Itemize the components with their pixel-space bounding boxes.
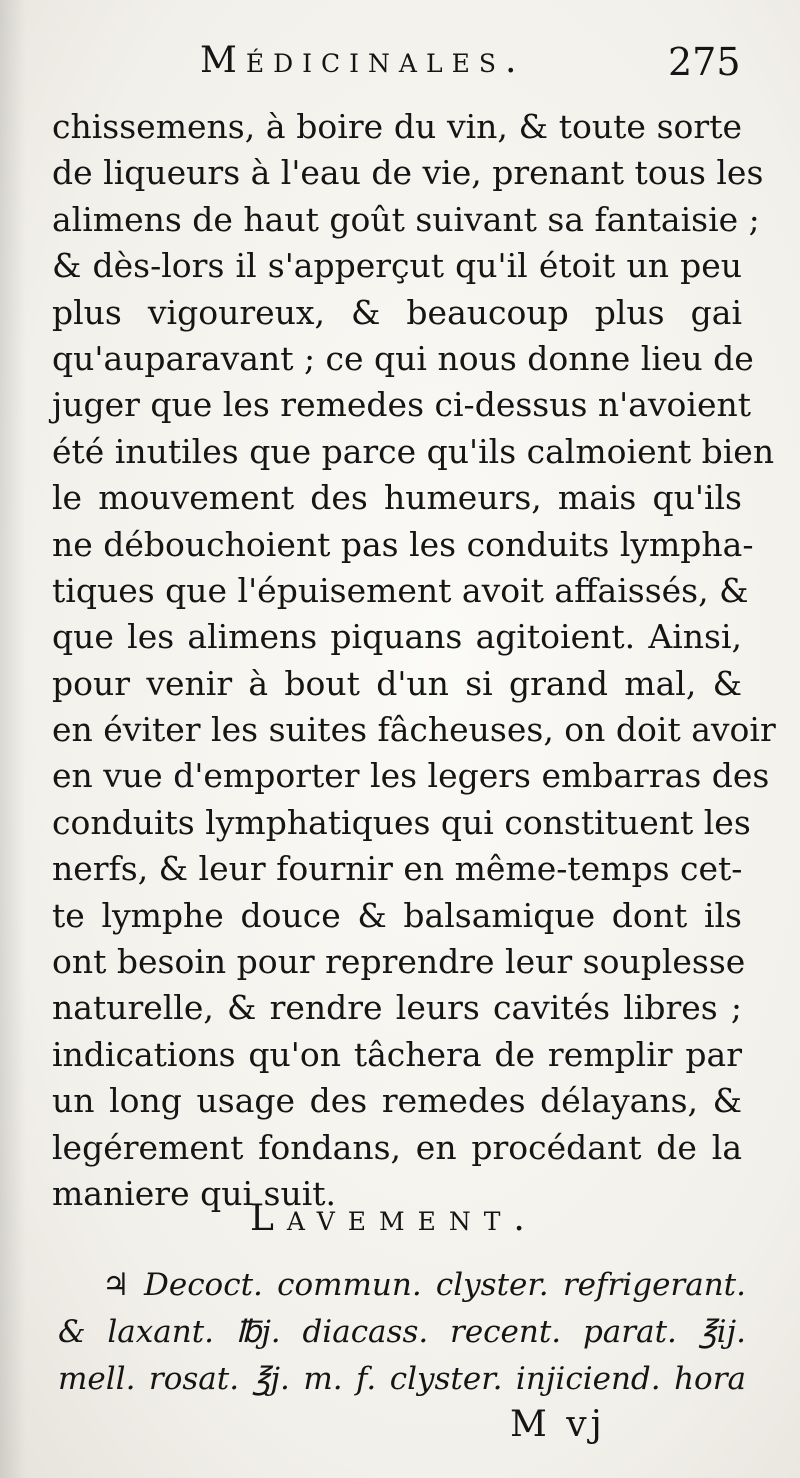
recipe-line: ♃ Decoct. commun. clyster. refrigerant.: [102, 1267, 746, 1303]
text-line: en éviter les suites fâcheuses, on doit avoir: [52, 710, 776, 750]
text-line: plus vigoureux, & beaucoup plus gai: [52, 292, 742, 332]
text-line: ont besoin pour reprendre leur souplesse: [52, 942, 746, 982]
text-line: alimens de haut goût suivant sa fantaisie ;: [52, 199, 760, 239]
text-line: chissemens, à boire du vin, & toute sorte: [52, 107, 742, 146]
text-line: de liqueurs à l'eau de vie, prenant tous les: [52, 153, 764, 193]
text-line: que les alimens piquans agitoient. Ainsi,: [52, 617, 742, 657]
recipe-block: [58, 1262, 746, 1403]
text-line: naturelle, & rendre leurs cavités libres ;: [52, 988, 742, 1028]
text-line: nerfs, & leur fournir en même-temps cet-: [52, 849, 743, 889]
text-line: ne débouchoient pas les conduits lympha-: [52, 524, 754, 564]
text-line: pour venir à bout d'un si grand mal, &: [52, 663, 742, 703]
signature-mark: M vj: [510, 1404, 606, 1445]
text-line: legérement fondans, en procédant de la: [52, 1127, 742, 1167]
page-edge-shadow: [0, 0, 26, 1478]
body-text: [52, 104, 776, 1217]
recipe-line: mell. rosat. ℥j. m. f. clyster. injiciend. hora: [58, 1361, 746, 1397]
text-line: te lymphe douce & balsamique dont ils: [52, 895, 742, 935]
text-line: été inutiles que parce qu'ils calmoient bien: [52, 431, 775, 471]
text-line: & dès-lors il s'apperçut qu'il étoit un peu: [52, 246, 742, 286]
text-line: juger que les remedes ci-dessus n'avoient: [52, 385, 752, 425]
running-head-title: Médicinales.: [200, 40, 526, 81]
text-line: conduits lymphatiques qui constituent les: [52, 802, 751, 842]
recipe-line: & laxant. ℔j. diacass. recent. parat. ℥ij.: [58, 1314, 746, 1350]
text-line: un long usage des remedes délayans, &: [52, 1081, 742, 1121]
text-line: maniere qui suit.: [52, 1173, 337, 1213]
text-line: tiques que l'épuisement avoit affaissés, &: [52, 570, 749, 610]
text-line: en vue d'emporter les legers embarras des: [52, 756, 770, 796]
text-line: indications qu'on tâchera de remplir par: [52, 1034, 742, 1074]
text-line: qu'auparavant ; ce qui nous donne lieu de: [52, 338, 754, 378]
page-number: 275: [668, 40, 741, 84]
text-line: le mouvement des humeurs, mais qu'ils: [52, 478, 742, 518]
section-heading: Lavement.: [250, 1198, 538, 1239]
running-head: [0, 40, 800, 100]
